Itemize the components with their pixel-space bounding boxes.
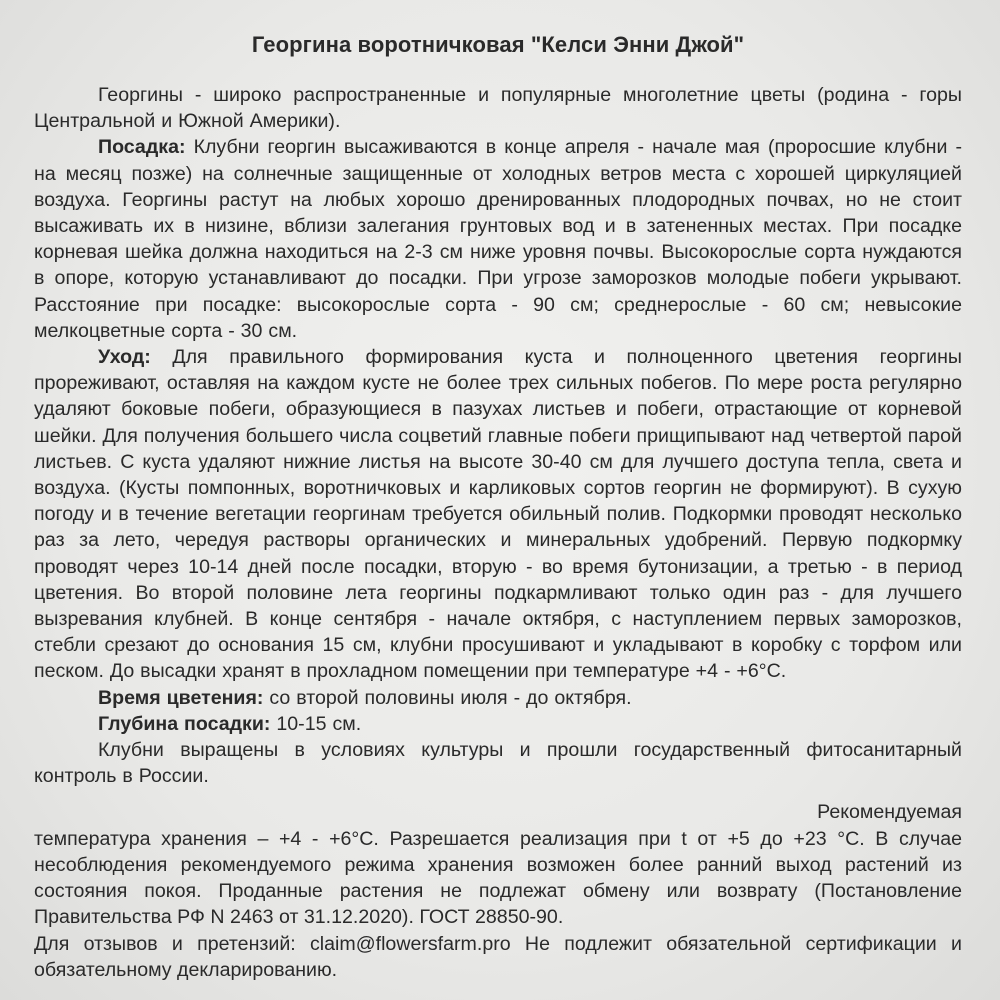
bloom-time-label: Время цветения: — [98, 686, 264, 709]
storage-heading: Рекомендуемая — [817, 801, 962, 824]
page-title: Георгина воротничковая "Келси Энни Джой" — [251, 32, 745, 57]
planting-depth-paragraph — [34, 711, 962, 737]
planting-text: Клубни георгин высаживаются в конце апреля - начале мая (проросшие клубни - на месяц позже) на солнечные защищенные от холодных ветров места с хорошей циркуляцией воздуха. Георгины растут на любых хорошо дренированных плодородных почвах, но не стоит высаживать их в низине, вблизи залегания грунтовых вод и в затененных местах. При посадке корневая шейка должна находиться на 2-3 см ниже уровня почвы. Высокорослые сорта нуждаются в опоре, которую устанавливают до посадки. При угрозе заморозков молодые побеги укрывают. Расстояние при посадке: высокорослые сорта - 90 см; среднерослые - 60 см; невысокие мелкоцветные сорта - 30 см. — [34, 136, 962, 342]
contacts-paragraph: Для отзывов и претензий: claim@flowersfarm.pro Не подлежит обязательной сертификации и обязательному декларированию. — [34, 932, 962, 981]
intro-paragraph: Георгины - широко распространенные и популярные многолетние цветы (родина - горы Центральной и Южной Америки). — [34, 84, 962, 133]
care-text: Для правильного формирования куста и полноценного цветения георгины прореживают, оставляя на каждом кусте не более трех сильных побегов. По мере роста регулярно удаляют боковые побеги, образующиеся в пазухах листьев и побеги, отрастающие от корневой шейки. Для получения большего числа соцветий главные побеги прищипывают над четвертой парой листьев. С куста удаляют нижние листья на высоте 30-40 см для лучшего доступа тепла, света и воздуха. (Кусты помпонных, воротничковых и карликовых сортов георгин не формируют). В сухую погоду и в течение вегетации георгинам требуется обильный полив. Подкормки проводят несколько раз за лето, чередуя растворы органических и минеральных удобрений. Первую подкормку проводят через 10-14 дней после посадки, вторую - во время бутонизации, а третью - в период цветения. Во второй половине лета георгины подкармливают только один раз - для лучшего вызревания клубней. В конце сентября - начале октября, с наступлением первых заморозков, стебли срезают до основания 15 см, клубни просушивают и укладывают в коробку с торфом или песком. До высадки хранят в прохладном помещении при температуре +4 - +6°C. — [34, 346, 962, 683]
care-label: Уход: — [98, 346, 151, 369]
bloom-time-text: со второй половины июля - до октября. — [263, 686, 632, 709]
planting-depth-text: 10-15 см. — [270, 712, 362, 735]
bloom-time-paragraph — [34, 685, 962, 711]
storage-paragraph: температура хранения – +4 - +6°C. Разрешается реализация при t от +5 до +23 °C. В случае несоблюдения рекомендуемого режима хранения возможен более ранний выход растений из состояния покоя. Проданные растения не подлежат обмену или возврату (Постановление Правительства РФ N 2463 от 31.12.2020). ГОСТ 28850-90. — [34, 827, 962, 929]
planting-depth-label: Глубина посадки: — [98, 712, 271, 735]
certification-paragraph: Клубни выращены в условиях культуры и прошли государственный фитосанитарный контроль в России. — [34, 739, 962, 788]
care-paragraph — [34, 344, 962, 685]
planting-label: Посадка: — [98, 136, 186, 159]
planting-paragraph — [34, 134, 962, 344]
